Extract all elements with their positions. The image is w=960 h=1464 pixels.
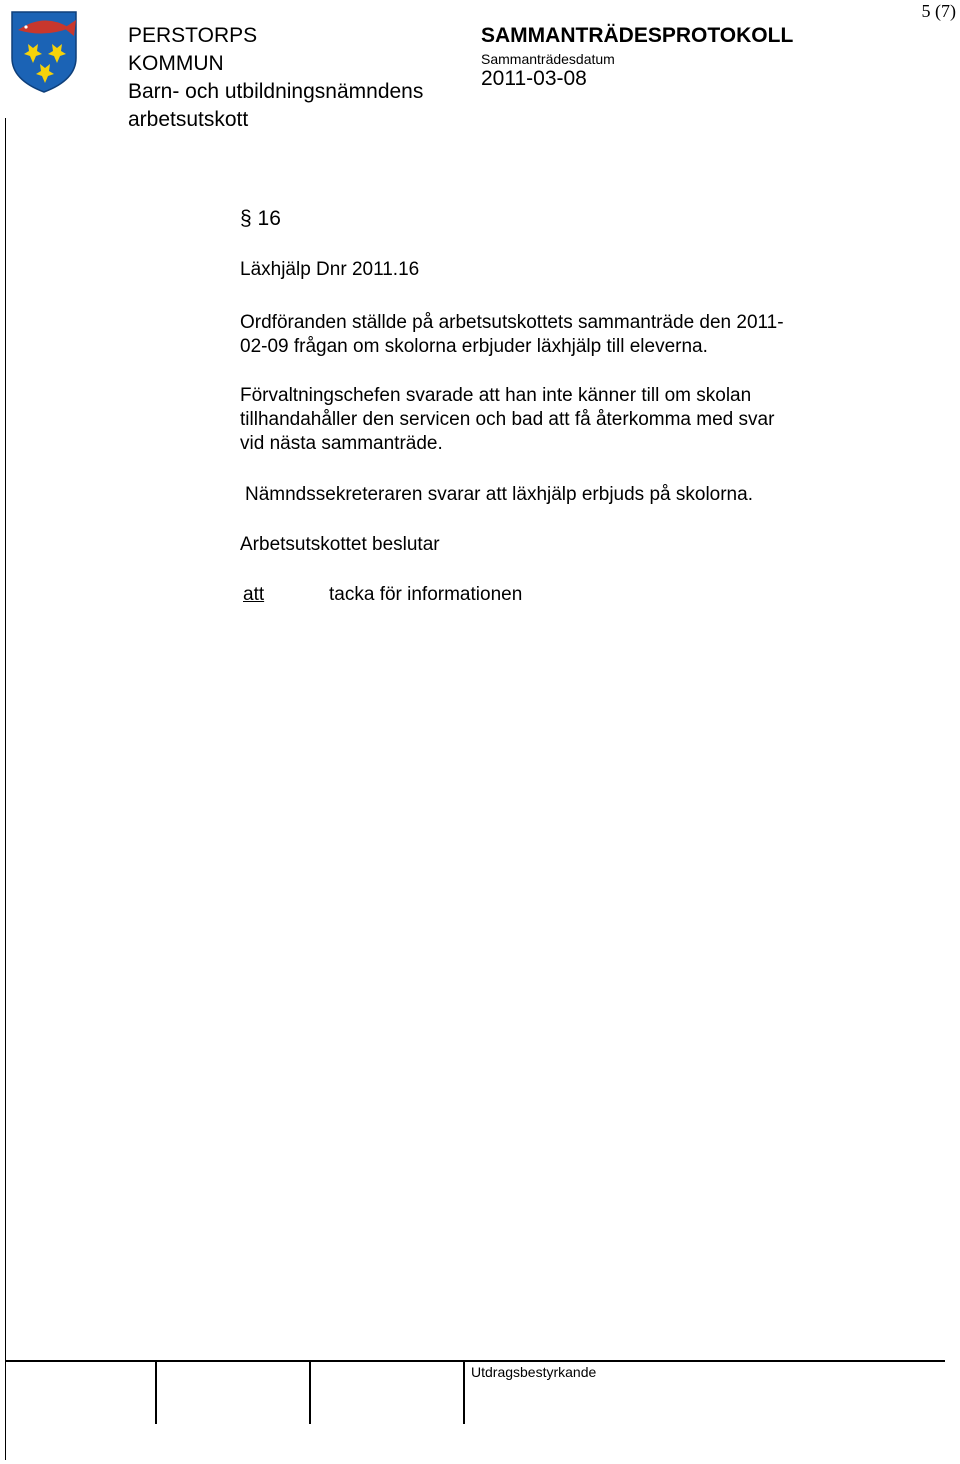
signature-box-divider	[309, 1360, 311, 1424]
meeting-date-label: Sammanträdesdatum	[481, 51, 615, 67]
page-number: 5 (7)	[921, 1, 956, 21]
paragraph-answer	[240, 384, 880, 456]
paragraph-question	[240, 311, 880, 359]
organization-line: PERSTORPS	[128, 24, 258, 47]
organization-name	[128, 22, 423, 134]
paragraph-line: Ordföranden ställde på arbetsutskottets sammanträde den 2011-	[240, 312, 784, 333]
decision-text: tacka för informationen	[329, 584, 523, 605]
decision-heading: Arbetsutskottet beslutar	[240, 534, 440, 555]
paragraph-line: tillhandahåller den servicen och bad att få återkomma med svar	[240, 409, 775, 430]
footer-divider	[5, 1360, 945, 1362]
organization-line: Barn- och utbildningsnämndens	[128, 80, 424, 103]
certification-label: Utdragsbestyrkande	[471, 1364, 597, 1380]
signature-box-divider	[463, 1360, 465, 1424]
organization-line: KOMMUN	[128, 52, 224, 75]
document-title: SAMMANTRÄDESPROTOKOLL	[481, 24, 794, 47]
paragraph-secretary: Nämndssekreteraren svarar att läxhjälp erbjuds på skolorna.	[245, 484, 753, 505]
section-number: § 16	[240, 207, 281, 230]
signature-box-divider	[155, 1360, 157, 1424]
organization-line: arbetsutskott	[128, 108, 249, 131]
left-margin-line	[5, 118, 6, 1460]
paragraph-line: vid nästa sammanträde.	[240, 433, 443, 454]
paragraph-line: Förvaltningschefen svarade att han inte känner till om skolan	[240, 385, 752, 406]
section-title: Läxhjälp Dnr 2011.16	[240, 259, 420, 280]
meeting-date: 2011-03-08	[481, 67, 587, 90]
decision-prefix: att	[243, 584, 265, 605]
coat-of-arms-icon	[8, 8, 80, 94]
paragraph-line: 02-09 frågan om skolorna erbjuder läxhjälp till eleverna.	[240, 336, 708, 357]
